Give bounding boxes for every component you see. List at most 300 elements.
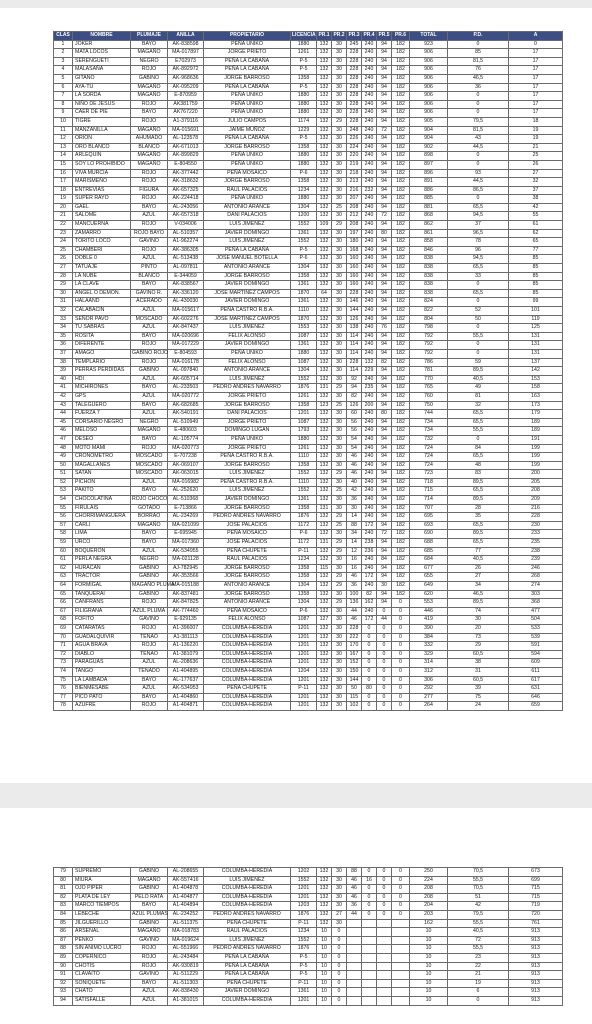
table-cell: 85 (54, 919, 73, 928)
table-cell: 29 (54, 281, 73, 290)
table-cell: SALOME (73, 212, 131, 221)
table-cell: P-6 (291, 169, 317, 178)
table-cell: 724 (410, 461, 448, 470)
table-cell: 723 (410, 470, 448, 479)
table-cell: ANTONIO ARANCE (204, 264, 291, 273)
table-cell (362, 953, 377, 962)
table-cell: AK-069107 (168, 461, 204, 470)
table-cell: 770 (410, 375, 448, 384)
table-cell: 16 (347, 556, 362, 565)
table-cell: P-11 (291, 685, 317, 694)
table-row (54, 40, 563, 49)
table-cell: 17 (509, 83, 563, 92)
table-cell: 688 (410, 539, 448, 548)
table-cell: ANTONIO ARANCE (204, 203, 291, 212)
table-cell: 27 (54, 264, 73, 273)
table-cell: DOMINGO LUGAN (204, 427, 291, 436)
table-row (54, 152, 563, 161)
table-cell: 240 (362, 74, 377, 83)
table-cell: 79,5 (448, 910, 509, 919)
table-cell: 55,5 (448, 919, 509, 928)
table-cell: MICHIRONES (73, 384, 131, 393)
table-cell: 10 (317, 936, 332, 945)
table-cell (392, 996, 410, 1005)
table-cell: 46 (347, 616, 362, 625)
table-cell: GABINO (131, 868, 168, 877)
table-cell: 49 (54, 453, 73, 462)
table-cell: 1552 (291, 221, 317, 230)
table-cell: 30 (332, 349, 347, 358)
table-cell: 6 (54, 83, 73, 92)
table-cell: 56 (347, 427, 362, 436)
table-cell: 132 (317, 868, 332, 877)
table-cell: 905 (410, 117, 448, 126)
table-cell: 0 (377, 868, 392, 877)
table-cell: GABINO (131, 564, 168, 573)
table-cell: SATAN (73, 470, 131, 479)
table-cell: P-5 (291, 83, 317, 92)
table-cell: 1304 (291, 599, 317, 608)
table-cell: 132 (317, 92, 332, 101)
table-cell: 0 (448, 92, 509, 101)
column-header: LICENCIA (291, 32, 317, 41)
table-cell: 631 (509, 685, 563, 694)
table-cell: GABINO (131, 590, 168, 599)
table-cell: 1880 (291, 92, 317, 101)
table-cell: 182 (392, 143, 410, 152)
table-cell: 0 (377, 885, 392, 894)
table-cell: 81,5 (448, 126, 509, 135)
table-cell: 94 (377, 264, 392, 273)
table-cell: 0 (362, 642, 377, 651)
table-cell: 65,5 (448, 453, 509, 462)
table-cell: 131 (317, 539, 332, 548)
table-cell: 240 (362, 444, 377, 453)
table-cell: 240 (362, 49, 377, 58)
table-cell: 102 (347, 702, 362, 711)
table-cell: 240 (362, 496, 377, 505)
table-cell: 34 (448, 582, 509, 591)
table-cell: 88 (347, 868, 362, 877)
table-cell: JORGE PRIETO (204, 418, 291, 427)
table-cell (347, 919, 362, 928)
table-cell: 55,5 (448, 332, 509, 341)
table-cell: AK-534955 (168, 547, 204, 556)
table-cell: 0 (377, 702, 392, 711)
table-cell: 228 (509, 513, 563, 522)
table-cell: 75 (54, 676, 73, 685)
table-cell: AL-511303 (168, 979, 204, 988)
table-cell: 29 (448, 642, 509, 651)
table-cell: CALABACIN (73, 307, 131, 316)
table-cell: 913 (509, 936, 563, 945)
table-cell: 182 (392, 461, 410, 470)
table-cell: 94 (377, 341, 392, 350)
table-cell: BAYO (131, 332, 168, 341)
table-cell: 715 (509, 893, 563, 902)
table-cell: ROJO (131, 100, 168, 109)
table-row (54, 521, 563, 530)
table-cell: BAYO (131, 109, 168, 118)
table-cell: 81 (448, 392, 509, 401)
table-cell: 87 (54, 936, 73, 945)
table-cell: MAGALLANES (73, 461, 131, 470)
table-cell: 132 (317, 74, 332, 83)
table-cell: 76 (448, 66, 509, 75)
table-cell: 240 (362, 100, 377, 109)
table-cell: 17 (509, 49, 563, 58)
table-cell: TENAO (131, 633, 168, 642)
table-cell: 132 (317, 152, 332, 161)
table-cell: 0 (377, 676, 392, 685)
table-cell: 31 (448, 667, 509, 676)
table-row (54, 298, 563, 307)
table-cell: 30 (332, 298, 347, 307)
table-cell: DANI PALACIOS (204, 212, 291, 221)
table-row (54, 996, 563, 1005)
table-cell: 65,5 (448, 203, 509, 212)
table-cell (392, 945, 410, 954)
table-cell: 245 (347, 40, 362, 49)
table-cell: 19 (54, 195, 73, 204)
table-row (54, 100, 563, 109)
table-cell: 30 (332, 642, 347, 651)
table-cell: 132 (317, 513, 332, 522)
table-cell: 52 (54, 478, 73, 487)
table-cell: 75 (448, 693, 509, 702)
table-cell: 162 (410, 919, 448, 928)
table-cell: AL-243056 (168, 203, 204, 212)
table-cell: 0 (392, 685, 410, 694)
table-cell: PEDRO ANDRES NAVARRO (204, 513, 291, 522)
table-cell: 172 (362, 573, 377, 582)
table-cell: PEÑA UNIKO (204, 160, 291, 169)
table-cell: BOQUERON (73, 547, 131, 556)
table-cell (392, 962, 410, 971)
table-cell: 677 (410, 564, 448, 573)
table-cell: 228 (347, 83, 362, 92)
table-cell: 30 (332, 667, 347, 676)
table-cell: GAVINO R. (131, 289, 168, 298)
table-cell: 94 (377, 117, 392, 126)
table-cell: SIN ANIMO LUCRO (73, 945, 131, 954)
table-cell: 94 (347, 384, 362, 393)
table-cell: 80 (377, 410, 392, 419)
table-cell: 182 (392, 229, 410, 238)
table-cell: 20 (54, 203, 73, 212)
table-cell: AZUL PLUMA (131, 607, 168, 616)
table-cell: 1110 (291, 453, 317, 462)
table-cell: 4 (54, 66, 73, 75)
table-cell: LA CLAVE (73, 281, 131, 290)
table-cell: TALEGUERO (73, 401, 131, 410)
table-cell: MANZANILLA (73, 126, 131, 135)
table-cell: CANFRANS (73, 599, 131, 608)
table-cell: 228 (347, 74, 362, 83)
table-cell: 82 (54, 893, 73, 902)
table-cell: 44 (54, 410, 73, 419)
table-cell: AZUL (131, 410, 168, 419)
table-cell: 923 (410, 40, 448, 49)
table-cell: PELO RATA (131, 893, 168, 902)
table-cell: AK-837481 (168, 590, 204, 599)
table-cell: 29 (332, 384, 347, 393)
column-header: ANILLA (168, 32, 204, 41)
table-cell: 30 (332, 332, 347, 341)
table-cell: 36 (347, 902, 362, 911)
table-cell (377, 919, 392, 928)
table-cell: AZUL (131, 659, 168, 668)
table-cell: 250 (410, 868, 448, 877)
table-cell: PICHON (73, 478, 131, 487)
table-cell: 1087 (291, 418, 317, 427)
table-cell: 132 (317, 676, 332, 685)
table-cell: 132 (317, 521, 332, 530)
table-row (54, 83, 563, 92)
table-cell: MAGAÑO (131, 160, 168, 169)
table-cell: JAVIER DOMINGO (204, 281, 291, 290)
table-cell: FIRULAIS (73, 504, 131, 513)
table-cell: PEÑA LA CABAÑA (204, 66, 291, 75)
table-cell: 1201 (291, 702, 317, 711)
table-cell: 724 (410, 453, 448, 462)
table-cell: 0 (332, 945, 347, 954)
table-cell: PEDRO ANDRES NAVARRO (204, 945, 291, 954)
table-cell: 1201 (291, 642, 317, 651)
table-cell: MAGAÑO (131, 876, 168, 885)
table-cell: 913 (509, 945, 563, 954)
table-cell: 0 (392, 693, 410, 702)
table-cell: AK-377442 (168, 169, 204, 178)
table-cell: 240 (362, 307, 377, 316)
table-cell: 786 (410, 358, 448, 367)
table-cell: 30 (332, 685, 347, 694)
table-cell: 132 (317, 444, 332, 453)
table-cell: BLANCO (131, 143, 168, 152)
table-cell: 10 (410, 988, 448, 997)
table-cell: 94 (377, 547, 392, 556)
table-cell: 750 (410, 401, 448, 410)
table-cell: 0 (362, 659, 377, 668)
table-cell: 29 (332, 582, 347, 591)
table-cell: JORGE BARROSO (204, 178, 291, 187)
table-cell: 553 (410, 599, 448, 608)
table-cell: CHORRIMANGUERA (73, 513, 131, 522)
table-cell: URCO (73, 539, 131, 548)
table-cell: 30 (332, 616, 347, 625)
table-cell: 14 (54, 152, 73, 161)
table-cell: AL-511375 (168, 919, 204, 928)
table-cell: 1880 (291, 160, 317, 169)
table-cell: PEÑA UNIKO (204, 152, 291, 161)
table-cell: BAYO (131, 435, 168, 444)
table-row (54, 599, 563, 608)
table-cell: 182 (392, 367, 410, 376)
table-cell: 49 (448, 384, 509, 393)
table-cell: DESEO (73, 435, 131, 444)
table-cell: ROJO (131, 702, 168, 711)
table-cell: 15 (54, 160, 73, 169)
table-cell: 77 (509, 246, 563, 255)
table-cell: 240 (362, 203, 377, 212)
table-cell: 65,5 (448, 264, 509, 273)
table-cell: 182 (392, 272, 410, 281)
table-cell: 60,5 (448, 650, 509, 659)
table-cell: 46 (347, 885, 362, 894)
table-cell: 82 (362, 590, 377, 599)
table-cell: GABINO ROJO (131, 349, 168, 358)
table-cell: 182 (392, 66, 410, 75)
table-cell: COLUMBA-HEREDIA (204, 659, 291, 668)
table-cell: 904 (410, 135, 448, 144)
table-cell: 182 (392, 160, 410, 169)
table-header-row (54, 32, 563, 41)
table-cell: 240 (362, 289, 377, 298)
table-cell: 85 (509, 289, 563, 298)
table-cell: FOFITO (73, 616, 131, 625)
table-cell: 0 (448, 195, 509, 204)
table-cell: PEÑA LA CABAÑA (204, 135, 291, 144)
table-cell: 42 (54, 392, 73, 401)
table-cell: 132 (317, 496, 332, 505)
table-cell: 1261 (291, 444, 317, 453)
table-cell: 182 (392, 470, 410, 479)
table-cell: HALAAND (73, 298, 131, 307)
table-cell: 906 (410, 92, 448, 101)
table-cell: AK767220 (168, 109, 204, 118)
table-cell: 85 (509, 264, 563, 273)
table-cell: 30 (332, 238, 347, 247)
table-cell: 240 (362, 513, 377, 522)
table-cell: 189 (509, 427, 563, 436)
table-cell: COLUMBA-HEREDIA (204, 642, 291, 651)
table-row (54, 624, 563, 633)
table-cell: 84 (448, 444, 509, 453)
table-cell: 132 (317, 100, 332, 109)
table-row (54, 143, 563, 152)
table-cell: 17 (509, 74, 563, 83)
column-header: CLAS (54, 32, 73, 41)
table-cell: 160 (347, 272, 362, 281)
table-cell: MA-021128 (168, 556, 204, 565)
table-cell: PARAGUAS (73, 659, 131, 668)
table-cell: PENKO (73, 936, 131, 945)
table-cell: 232 (362, 186, 377, 195)
table-cell: SONIQUETE (73, 979, 131, 988)
table-cell: 30 (332, 264, 347, 273)
table-cell: 57 (54, 521, 73, 530)
table-cell: 6 (448, 988, 509, 997)
table-cell (377, 928, 392, 937)
table-cell: 72 (448, 936, 509, 945)
table-cell: SERENGUETI (73, 57, 131, 66)
table-cell: LUIS JIMENEZ (204, 221, 291, 230)
table-row (54, 375, 563, 384)
table-cell: 85 (509, 272, 563, 281)
table-cell: 822 (410, 307, 448, 316)
table-cell: 3 (54, 57, 73, 66)
table-cell: 594 (509, 650, 563, 659)
table-cell: 30 (332, 289, 347, 298)
table-cell: 0 (362, 667, 377, 676)
table-cell: 94 (377, 470, 392, 479)
table-cell: 1358 (291, 461, 317, 470)
table-cell: JORGE BARROSO (204, 272, 291, 281)
table-cell: 30 (332, 195, 347, 204)
table-cell: 182 (392, 392, 410, 401)
table-row (54, 702, 563, 711)
table-cell: P-6 (291, 607, 317, 616)
table-cell: MARCO TIEMPOS (73, 902, 131, 911)
table-cell: 838 (410, 281, 448, 290)
table-cell: MA-017360 (168, 539, 204, 548)
table-cell: 1304 (291, 367, 317, 376)
table-cell: MAGAÑO (131, 126, 168, 135)
table-cell: 1200 (291, 212, 317, 221)
table-cell: 53 (54, 487, 73, 496)
table-cell: 268 (509, 573, 563, 582)
table-cell: PAKITO (73, 487, 131, 496)
table-cell: 240 (362, 272, 377, 281)
table-cell: 29 (332, 221, 347, 230)
table-cell: BAYO (131, 539, 168, 548)
table-cell: GAVINO (131, 616, 168, 625)
table-cell (347, 996, 362, 1005)
table-cell: 0 (448, 281, 509, 290)
table-cell: 0 (332, 953, 347, 962)
table-cell: MATA LOCOS (73, 49, 131, 58)
table-row (54, 281, 563, 290)
table-cell: 1870 (291, 289, 317, 298)
table-cell: A1-404894 (168, 902, 204, 911)
table-cell: 132 (317, 556, 332, 565)
table-cell: ROJO (131, 117, 168, 126)
table-cell: 94 (377, 504, 392, 513)
table-cell: 132 (317, 238, 332, 247)
table-cell: 40,5 (448, 928, 509, 937)
table-row (54, 289, 563, 298)
table-cell: 182 (392, 332, 410, 341)
table-cell: 0 (362, 633, 377, 642)
table-cell: GPS (73, 392, 131, 401)
table-row (54, 573, 563, 582)
table-cell: JORGE BARROSO (204, 461, 291, 470)
table-cell: P-5 (291, 971, 317, 980)
table-cell: 56 (54, 513, 73, 522)
table-cell: 51 (54, 470, 73, 479)
table-cell: 0 (362, 693, 377, 702)
table-cell: MOSCADO (131, 453, 168, 462)
table-cell: 132 (317, 702, 332, 711)
table-cell: 44 (377, 616, 392, 625)
table-cell: AZUFRE (73, 702, 131, 711)
table-cell: BAYO (131, 530, 168, 539)
table-cell: 30 (332, 418, 347, 427)
table-cell: 132 (317, 650, 332, 659)
table-cell: 172 (362, 521, 377, 530)
table-cell: 204 (410, 902, 448, 911)
table-cell: 30 (347, 504, 362, 513)
table-row (54, 693, 563, 702)
table-cell: 240 (362, 349, 377, 358)
table-cell: MA-020696 (168, 332, 204, 341)
table-cell: 36 (347, 582, 362, 591)
table-cell: A1-962274 (168, 238, 204, 247)
table-row (54, 66, 563, 75)
table-cell: MOTO MAMI (73, 444, 131, 453)
table-cell: 92 (347, 375, 362, 384)
table-cell: 132 (317, 341, 332, 350)
